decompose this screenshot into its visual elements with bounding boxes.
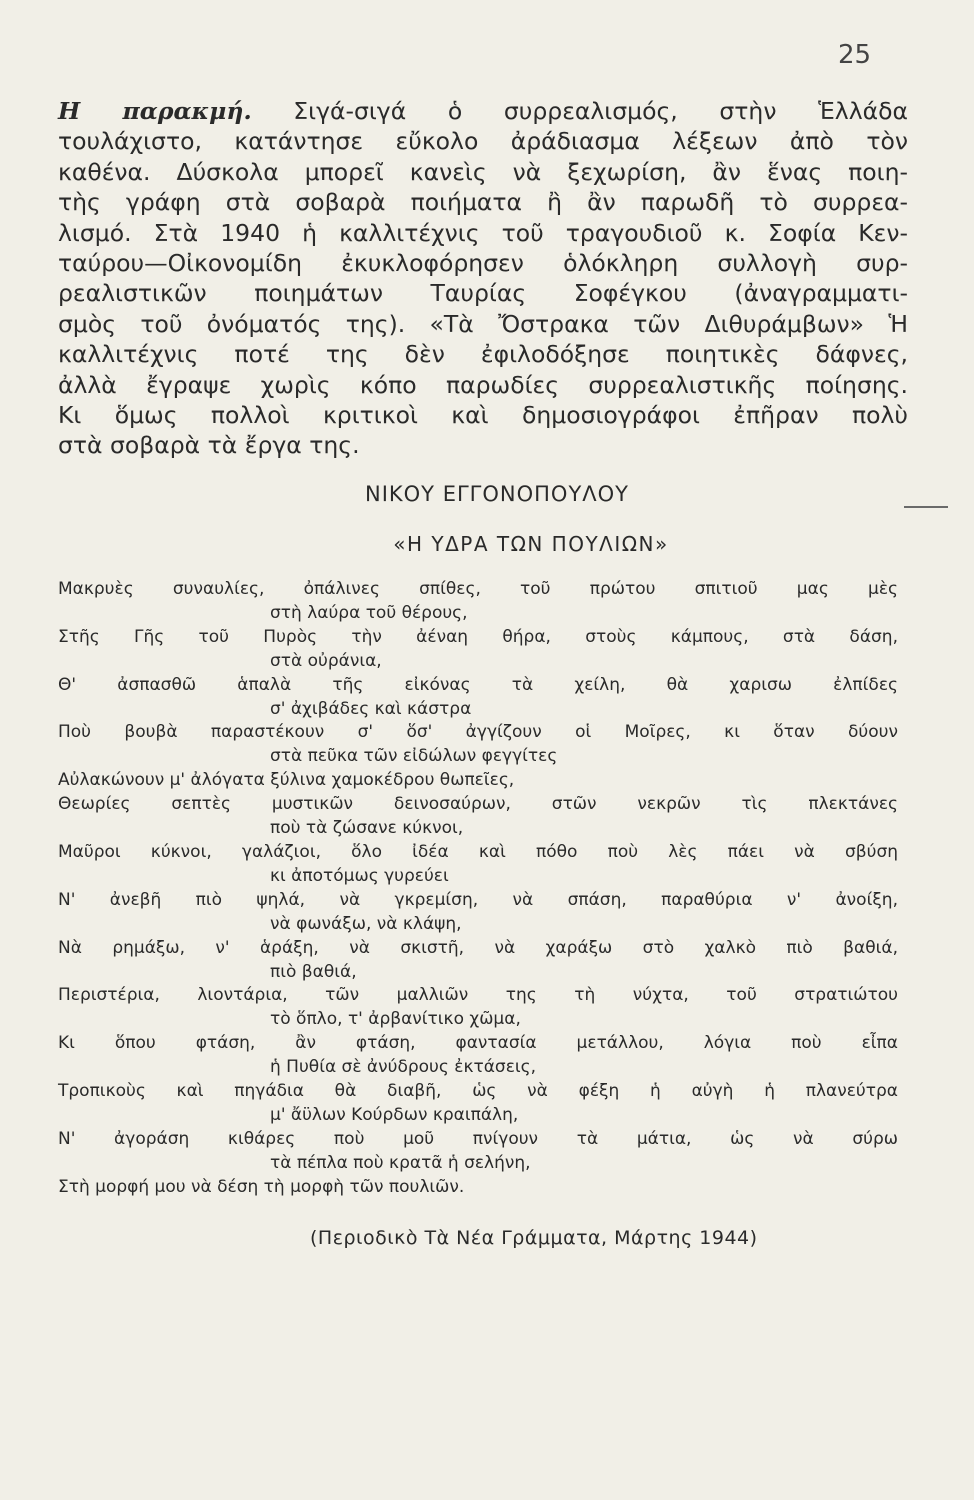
poem-line-continuation: στὰ πεῦκα τῶν εἰδώλων φεγγίτες [270,746,558,767]
poem-line: Περιστέρια, λιοντάρια, τῶν μαλλιῶν της τὴ νύχτα, τοῦ στρατιώτου [58,985,898,1006]
poem-line: Μακρυὲς συναυλίες, ὀπάλινες σπίθες, τοῦ πρώτου σπιτιοῦ μας μὲς [58,579,898,599]
poem-line: Κι ὅπου φτάση, ἂν φτάση, φαντασία μετάλλου, λόγια ποὺ εἶπα [58,1033,898,1054]
poem-line-continuation: κι ἀποτόμως γυρεύει [270,865,449,886]
poem-line-continuation: τὸ ὅπλο, τ' ἀρβανίτικο χῶμα, [270,1009,521,1030]
poem-line: Θεωρίες σεπτὲς μυστικῶν δεινοσαύρων, στῶν νεκρῶν τὶς πλεκτάνες [58,794,898,815]
poem-line: Μαῦροι κύκνοι, γαλάζιοι, ὅλο ἰδέα καὶ πόθο ποὺ λὲς πάει νὰ σβύση [58,841,898,862]
intro-line: ταύρου—Οἰκονομίδη ἐκυκλοφόρησεν ὁλόκληρη συλλογὴ συρ- [58,249,908,278]
poem-line-continuation: ποὺ τὰ ζώσανε κύκνοι, [270,818,464,839]
intro-line: Κι ὅμως πολλοὶ κριτικοὶ καὶ δημοσιογράφοι ἐπῆραν πολὺ [58,401,908,430]
dash-mark [904,506,948,508]
poem-line: Θ' ἀσπασθῶ ἁπαλὰ τῆς εἰκόνας τὰ χείλη, θὰ χαρισω ἐλπίδες [58,674,898,695]
intro-line: τουλάχιστο, κατάντησε εὔκολο ἀράδιασμα λέξεων ἀπὸ τὸν [58,127,908,156]
poem-line: Ν' ἀγοράση κιθάρες ποὺ μοῦ πνίγουν τὰ μάτια, ὡς νὰ σύρω [58,1128,898,1149]
poem-line: Στὴ μορφή μου νὰ δέση τὴ μορφὴ τῶν πουλιῶν. [58,1176,465,1197]
poem-body [58,578,898,1200]
poem-line: Νὰ ρημάξω, ν' ἁράξη, νὰ σκιστῆ, νὰ χαράξω στὸ χαλκὸ πιὸ βαθιά, [58,937,898,958]
poem-line-continuation: μ' ἄϋλων Κούρδων κραιπάλη, [270,1104,519,1125]
intro-line: σμὸς τοῦ ὀνόματός της). «Τὰ Ὄστρακα τῶν Διθυράμβων» Ἡ [58,309,908,338]
poem-line: Στῆς Γῆς τοῦ Πυρὸς τὴν ἀέναη θήρα, στοὺς κάμπους, στὰ δάση, [58,626,898,647]
page-number: 25 [838,40,872,70]
poem-line-continuation: ἡ Πυθία σὲ ἀνύδρους ἐκτάσεις, [270,1057,537,1078]
intro-line: καλλιτέχνις ποτέ της δὲν ἐφιλοδόξησε ποιητικὲς δάφνες, [58,340,908,369]
poem-line-continuation: σ' ἀχιβάδες καὶ κάστρα [270,698,472,719]
poem-line-continuation: στὴ λαύρα τοῦ θέρους, [270,602,468,623]
section-title: Η παρακμή. [58,97,252,125]
source-citation: (Περιοδικὸ Τὰ Νέα Γράμματα, Μάρτης 1944) [310,1227,758,1249]
intro-line: ἀλλὰ ἔγραψε χωρὶς κόπο παρωδίες συρρεαλιστικῆς ποίησης. [58,370,908,399]
intro-paragraph [58,96,908,461]
poet-name: ΝΙΚΟΥ ΕΓΓΟΝΟΠΟΥΛΟΥ [364,482,629,506]
intro-line: λισμό. Στὰ 1940 ἡ καλλιτέχνις τοῦ τραγουδιοῦ κ. Σοφία Κεν- [58,218,908,247]
poem-line-continuation: στὰ οὐράνια, [270,650,382,671]
poem-title: «Η ΥΔΡΑ ΤΩΝ ΠΟΥΛΙΩΝ» [393,532,669,556]
poem-line: Ποὺ βουβὰ παραστέκουν σ' ὅσ' ἀγγίζουν οἱ Μοῖρες, κι ὅταν δύουν [58,722,898,743]
poem-line-continuation: τὰ πέπλα ποὺ κρατᾶ ἡ σελήνη, [270,1152,531,1173]
poem-line: Ν' ἀνεβῆ πιὸ ψηλά, νὰ γκρεμίση, νὰ σπάση, παραθύρια ν' ἀνοίξη, [58,889,898,910]
intro-line: ρεαλιστικῶν ποιημάτων Ταυρίας Σοφέγκου (ἀναγραμματι- [58,279,908,308]
intro-line: τὴς γράφη στὰ σοβαρὰ ποιήματα ἢ ἂν παρωδῆ τὸ συρρεα- [58,188,908,217]
intro-line: Η παρακμή. Σιγά-σιγά ὁ συρρεαλισμός, στὴν Ἑλλάδα [58,97,908,125]
poem-line-continuation: πιὸ βαθιά, [270,961,357,982]
poem-line-continuation: νὰ φωνάξω, νὰ κλάψη, [270,913,462,934]
poem-line: Αὐλακώνουν μ' ἀλόγατα ξύλινα χαμοκέδρου θωπεῖες, [58,770,515,791]
intro-line: στὰ σοβαρὰ τὰ ἔργα της. [58,431,360,460]
poem-line: Τροπικοὺς καὶ πηγάδια θὰ διαβῆ, ὡς νὰ φέξη ἡ αὐγὴ ἡ πλανεύτρα [58,1081,898,1102]
intro-line: καθένα. Δύσκολα μπορεῖ κανεὶς νὰ ξεχωρίση, ἂν ἕνας ποιη- [58,157,908,186]
